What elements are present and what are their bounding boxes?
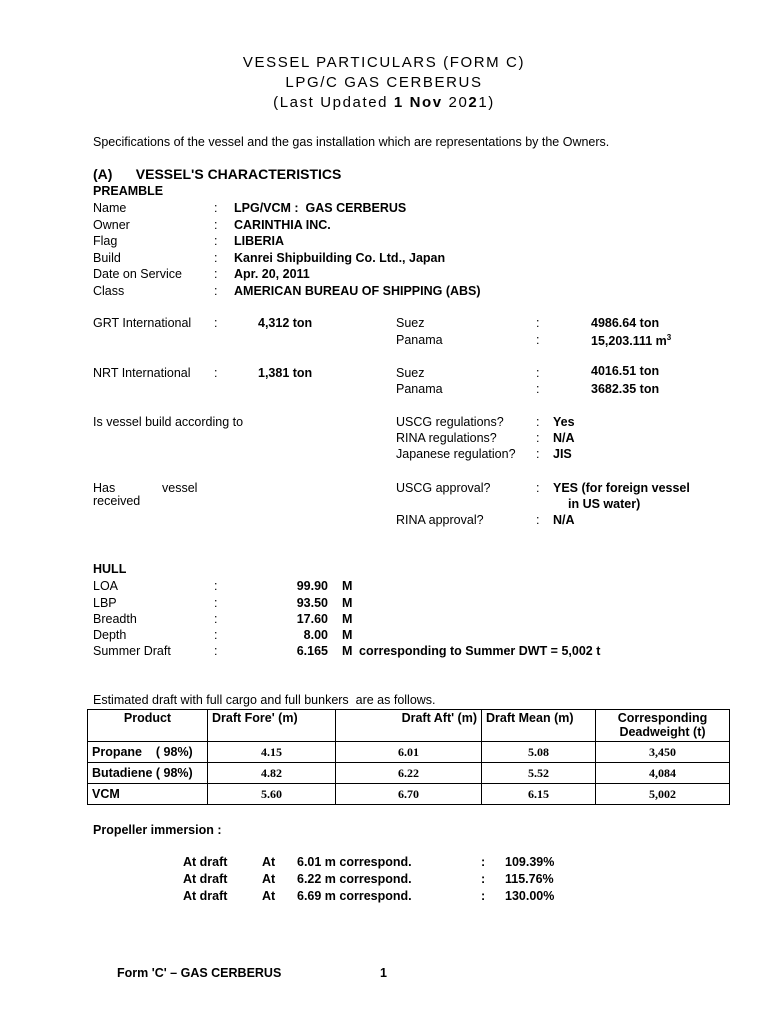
approval-sep: : xyxy=(536,513,540,527)
hull-value: 8.00 xyxy=(303,628,328,642)
grt-suez-value: 4986.64 ton xyxy=(591,316,660,330)
table-row xyxy=(88,742,730,763)
last-updated-date: 1 Nov xyxy=(393,94,443,111)
hull-label: LBP xyxy=(93,596,117,610)
approval-question: USCG approval? xyxy=(396,481,491,495)
draft-aft-cell: 6.70 xyxy=(336,784,482,805)
last-updated-prefix: (Last Updated xyxy=(273,94,394,111)
grt-label: GRT International xyxy=(93,316,192,330)
draft-table-caption: Estimated draft with full cargo and full bunkers are as follows. xyxy=(93,693,436,707)
particular-sep: : xyxy=(214,218,218,232)
nrt-value: 1,381 ton xyxy=(258,366,313,380)
preamble-heading: PREAMBLE xyxy=(93,184,164,198)
particular-sep: : xyxy=(214,234,218,248)
column-header: Product xyxy=(88,710,208,742)
particular-label: Class xyxy=(93,284,125,298)
propeller-sep: : xyxy=(481,855,486,869)
draft-table xyxy=(87,709,730,805)
regulation-question: RINA regulations? xyxy=(396,431,497,445)
grt-panama-label: Panama xyxy=(396,333,443,347)
propeller-c2: At xyxy=(262,889,276,903)
regulation-answer: Yes xyxy=(553,415,575,429)
draft-aft-cell: 6.22 xyxy=(336,763,482,784)
nrt-panama-sep: : xyxy=(536,382,540,396)
approval-sep: : xyxy=(536,481,540,495)
grt-suez-label: Suez xyxy=(396,316,425,330)
hull-label: LOA xyxy=(93,579,119,593)
hull-value: 17.60 xyxy=(296,612,328,626)
column-header: Draft Fore' (m) xyxy=(208,710,336,742)
nrt-label: NRT International xyxy=(93,366,191,380)
hull-sep: : xyxy=(214,579,218,593)
particular-label: Flag xyxy=(93,234,118,248)
regulation-sep: : xyxy=(536,415,540,429)
deadweight-cell: 3,450 xyxy=(596,742,730,763)
propeller-heading: Propeller immersion : xyxy=(93,823,222,837)
hull-unit: M xyxy=(342,612,353,626)
particular-label: Date on Service xyxy=(93,267,182,281)
propeller-value: 109.39% xyxy=(505,855,555,869)
last-updated-year-a: 20 xyxy=(442,94,469,111)
grt-panama-number: 15,203.111 m xyxy=(591,334,667,349)
particular-value: LIBERIA xyxy=(234,234,284,248)
approval-question: RINA approval? xyxy=(396,513,484,527)
propeller-c2: At xyxy=(262,872,276,886)
propeller-c2: At xyxy=(262,855,276,869)
approval-answer: YES (for foreign vessel xyxy=(553,481,690,495)
section-a-heading: (A) VESSEL'S CHARACTERISTICS xyxy=(93,166,342,182)
particular-sep: : xyxy=(214,251,218,265)
product-cell: Butadiene ( 98%) xyxy=(88,763,208,784)
received-label-word: vessel xyxy=(162,481,198,495)
regulation-question: USCG regulations? xyxy=(396,415,504,429)
regulation-answer: N/A xyxy=(553,431,575,445)
hull-sep: : xyxy=(214,612,218,626)
draft-fore-cell: 4.15 xyxy=(208,742,336,763)
draft-mean-cell: 5.08 xyxy=(482,742,596,763)
regulation-sep: : xyxy=(536,431,540,445)
particular-value: Apr. 20, 2011 xyxy=(234,267,310,281)
propeller-c3: 6.22 m correspond. xyxy=(297,872,412,886)
column-header: Draft Aft' (m) xyxy=(336,710,482,742)
propeller-c1: At draft xyxy=(183,855,228,869)
intro-text: Specifications of the vessel and the gas installation which are representations by the Owners. xyxy=(93,135,610,149)
particular-value: LPG/VCM : GAS CERBERUS xyxy=(234,201,407,215)
propeller-c3: 6.69 m correspond. xyxy=(297,889,412,903)
particular-sep: : xyxy=(214,201,218,215)
hull-sep: : xyxy=(214,628,218,642)
particular-value: Kanrei Shipbuilding Co. Ltd., Japan xyxy=(234,251,446,265)
nrt-sep: : xyxy=(214,366,218,380)
deadweight-cell: 4,084 xyxy=(596,763,730,784)
cubic-superscript: 3 xyxy=(666,333,672,342)
hull-label: Summer Draft xyxy=(93,644,171,658)
grt-suez-sep: : xyxy=(536,316,540,330)
regulation-sep: : xyxy=(536,447,540,461)
regulation-question: Japanese regulation? xyxy=(396,447,516,461)
received-label-word: Has xyxy=(93,481,116,495)
draft-aft-cell: 6.01 xyxy=(336,742,482,763)
column-header: Corresponding Deadweight (t) xyxy=(596,710,730,742)
hull-value: 6.165 xyxy=(296,644,328,658)
last-updated-year-b: 2 xyxy=(468,94,479,111)
hull-unit: M xyxy=(342,596,353,610)
approval-answer: N/A xyxy=(553,513,575,527)
product-cell: Propane ( 98%) xyxy=(88,742,208,763)
vessel-title: LPG/C GAS CERBERUS xyxy=(285,74,483,91)
grt-panama-sep: : xyxy=(536,333,540,347)
grt-value: 4,312 ton xyxy=(258,316,313,330)
hull-sep: : xyxy=(214,644,218,658)
draft-mean-cell: 6.15 xyxy=(482,784,596,805)
regulation-answer: JIS xyxy=(553,447,572,461)
particular-value: CARINTHIA INC. xyxy=(234,218,331,232)
approval-answer-cont: in US water) xyxy=(568,497,641,511)
last-updated xyxy=(0,94,768,111)
footer-form-label: Form 'C' – GAS CERBERUS xyxy=(117,966,282,980)
propeller-sep: : xyxy=(481,872,486,886)
propeller-c3: 6.01 m correspond. xyxy=(297,855,412,869)
particular-value: AMERICAN BUREAU OF SHIPPING (ABS) xyxy=(234,284,481,298)
hull-unit: M xyxy=(342,644,353,658)
table-header-row xyxy=(88,710,730,742)
propeller-c1: At draft xyxy=(183,889,228,903)
particular-label: Owner xyxy=(93,218,130,232)
draft-fore-cell: 5.60 xyxy=(208,784,336,805)
page-number: 1 xyxy=(380,966,387,980)
propeller-value: 115.76% xyxy=(505,872,554,886)
nrt-panama-label: Panama xyxy=(396,382,443,396)
received-label-word: received xyxy=(93,494,141,508)
table-row xyxy=(88,784,730,805)
hull-label: Breadth xyxy=(93,612,137,626)
deadweight-cell: 5,002 xyxy=(596,784,730,805)
propeller-value: 130.00% xyxy=(505,889,555,903)
hull-sep: : xyxy=(214,596,218,610)
column-header: Draft Mean (m) xyxy=(482,710,596,742)
document-title: VESSEL PARTICULARS (FORM C) xyxy=(242,54,526,71)
grt-panama-value xyxy=(591,333,671,348)
nrt-panama-value: 3682.35 ton xyxy=(591,382,660,396)
hull-value: 99.90 xyxy=(296,579,328,593)
propeller-c1: At draft xyxy=(183,872,228,886)
hull-unit: M xyxy=(342,579,353,593)
built-according-label: Is vessel build according to xyxy=(93,415,244,429)
particular-label: Build xyxy=(93,251,121,265)
draft-mean-cell: 5.52 xyxy=(482,763,596,784)
product-cell: VCM xyxy=(88,784,208,805)
hull-label: Depth xyxy=(93,628,127,642)
particular-sep: : xyxy=(214,284,218,298)
propeller-sep: : xyxy=(481,889,486,903)
particular-label: Name xyxy=(93,201,127,215)
grt-sep: : xyxy=(214,316,218,330)
hull-value: 93.50 xyxy=(296,596,328,610)
summer-dwt-note: corresponding to Summer DWT = 5,002 t xyxy=(359,644,601,658)
particular-sep: : xyxy=(214,267,218,281)
table-row xyxy=(88,763,730,784)
hull-unit: M xyxy=(342,628,353,642)
last-updated-year-c: 1) xyxy=(478,94,495,111)
nrt-suez-sep: : xyxy=(536,366,540,380)
nrt-suez-value: 4016.51 ton xyxy=(591,364,660,378)
nrt-suez-label: Suez xyxy=(396,366,425,380)
hull-heading: HULL xyxy=(93,562,127,576)
draft-fore-cell: 4.82 xyxy=(208,763,336,784)
